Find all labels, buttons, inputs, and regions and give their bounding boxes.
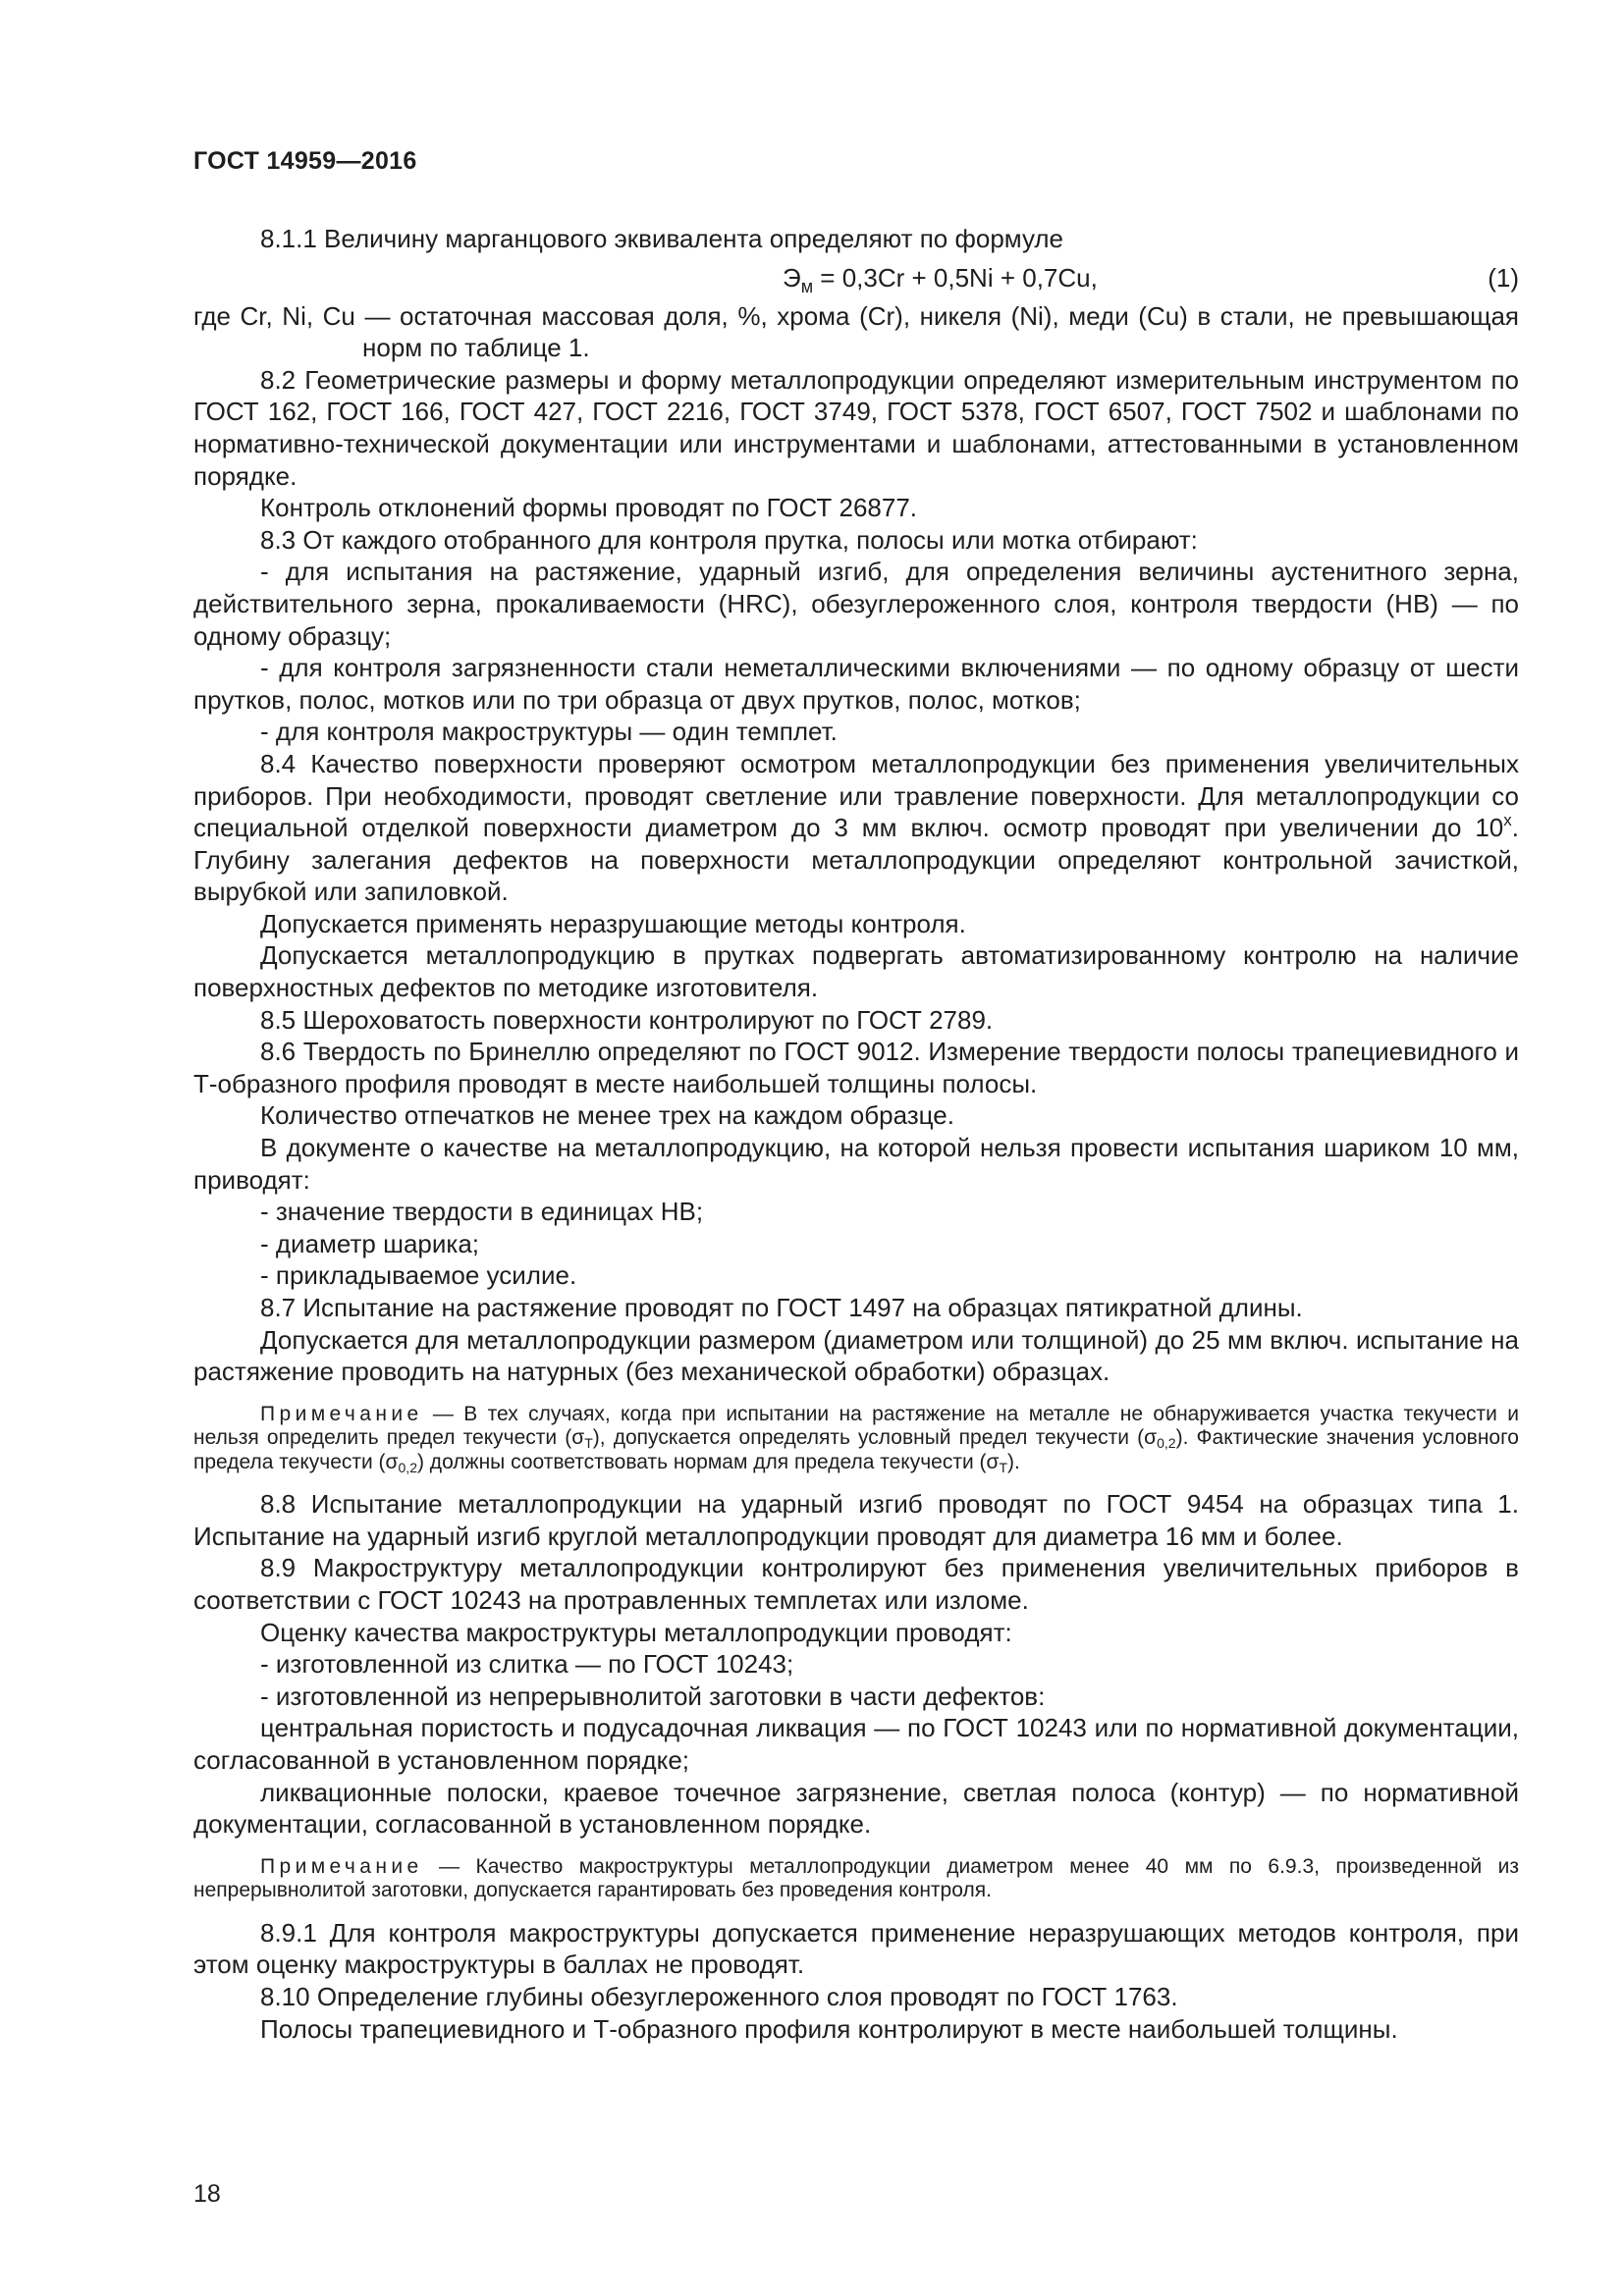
list-item-applied-force: - прикладываемое усилие. <box>260 1260 577 1291</box>
formula-lhs-subscript: м <box>800 276 814 296</box>
paragraph-8-10: 8.10 Определение глубины обезуглероженного слоя проводят по ГОСТ 1763. <box>260 1982 1178 2011</box>
paragraph-trapezoid-profile: Полосы трапециевидного и Т-образного профиля контролируют в месте наибольшей толщины. <box>260 2013 1398 2044</box>
formula-rhs: = 0,3Cr + 0,5Ni + 0,7Cu, <box>813 262 1098 293</box>
paragraph-macro-assessment: Оценку качества макроструктуры металлопродукции проводят: <box>260 1617 1012 1647</box>
document-body <box>193 223 1519 2045</box>
formula-lhs: Э <box>783 262 801 293</box>
paragraph-8-8: 8.8 Испытание металлопродукции на ударный изгиб проводят по ГОСТ 9454 на образцах типа 1. Испытание на ударный изгиб круглой металлопродукции проводят для диаметра 16 мм и более. <box>193 1489 1519 1551</box>
list-item-ball-diameter: - диаметр шарика; <box>260 1228 480 1258</box>
paragraph-segregation-strips: ликвационные полоски, краевое точечное загрязнение, светлая полоса (контур) — по нормативной документации, согласованной в установленном порядке. <box>193 1777 1519 1840</box>
paragraph-ndt-allowed: Допускается применять неразрушающие методы контроля. <box>260 908 966 938</box>
paragraph-8-7: 8.7 Испытание на растяжение проводят по ГОСТ 1497 на образцах пятикратной длины. <box>260 1293 1303 1322</box>
document-header: ГОСТ 14959—2016 <box>193 147 417 175</box>
paragraph-8-4 <box>193 748 1519 908</box>
formula-number: (1) <box>1488 262 1519 293</box>
list-item-ingot: - изготовленной из слитка — по ГОСТ 10243; <box>260 1649 794 1680</box>
paragraph-8-4-part-b: . Глубину залегания дефектов на поверхности металлопродукции определяют контрольной зачисткой, вырубкой или запиловкой. <box>193 813 1519 907</box>
paragraph-8-1-1: 8.1.1 Величину марганцового эквивалента определяют по формуле <box>260 224 1064 253</box>
paragraph-8-4-part-a: 8.4 Качество поверхности проверяют осмотром металлопродукции без применения увеличительных приборов. При необходимости, проводят светление или травление поверхности. Для металлопродукции со специальной отделкой поверхности диаметром до 3 мм включ. осмотр проводят при увеличении до 10 <box>193 748 1519 843</box>
note-label: Примечание <box>260 1854 423 1878</box>
list-item-continuous-cast: - изготовленной из непрерывнолитой заготовки в части дефектов: <box>260 1681 1046 1711</box>
paragraph-indent-count: Количество отпечатков не менее трех на каждом образце. <box>260 1100 954 1131</box>
formula-expression <box>783 262 1098 294</box>
paragraph-full-size-specimens: Допускается для металлопродукции размером (диаметром или толщиной) до 25 мм включ. испытание на растяжение проводить на натурных (без механической обработки) образцах. <box>193 1324 1519 1387</box>
paragraph-8-9: 8.9 Макроструктуру металлопродукции контролируют без применения увеличительных приборов в соответствии с ГОСТ 10243 на протравленных темплетах или изломе. <box>193 1553 1519 1616</box>
paragraph-quality-document: В документе о качестве на металлопродукцию, на которой нельзя провести испытания шариком 10 мм, приводят: <box>193 1133 1519 1195</box>
paragraph-8-2: 8.2 Геометрические размеры и форму металлопродукции определяют измерительным инструментом по ГОСТ 162, ГОСТ 166, ГОСТ 427, ГОСТ 2216, ГОСТ 3749, ГОСТ 5378, ГОСТ 6507, ГОСТ 7502 и шаблонами по нормативно-технической документации или инструментами и шаблонами, аттестованными в установленном порядке. <box>193 364 1519 491</box>
list-item-hardness-value: - значение твердости в единицах НВ; <box>260 1197 704 1227</box>
note-macrostructure: Примечание — Качество макроструктуры металлопродукции диаметром менее 40 мм по 6.9.3, произведенной из непрерывнолитой заготовки, допускается гарантировать без проведения контроля. <box>193 1854 1519 1902</box>
formula-1 <box>193 255 1519 300</box>
list-item-tensile: - для испытания на растяжение, ударный изгиб, для определения величины аустенитного зерна, действительного зерна, прокаливаемости (HRC), обезуглероженного слоя, контроля твердости (НВ) — по одному образцу; <box>193 557 1519 651</box>
list-item-inclusions: - для контроля загрязненности стали неметаллическими включениями — по одному образцу от шести прутков, полос, мотков или по три образца от двух прутков, полос, мотков; <box>193 653 1519 715</box>
paragraph-automated-control: Допускается металлопродукцию в прутках подвергать автоматизированному контролю на наличие поверхностных дефектов по методике изготовителя. <box>193 940 1519 1003</box>
paragraph-form-control: Контроль отклонений формы проводят по ГОСТ 26877. <box>260 493 918 523</box>
paragraph-8-9-1: 8.9.1 Для контроля макроструктуры допускается применение неразрушающих методов контроля, при этом оценку макроструктуры в баллах не проводят. <box>193 1917 1519 1980</box>
note-label: Примечание <box>260 1402 423 1425</box>
paragraph-central-porosity: центральная пористость и подусадочная ликвация — по ГОСТ 10243 или по нормативной документации, согласованной в установленном порядке; <box>193 1713 1519 1776</box>
page-number: 18 <box>193 2180 221 2208</box>
magnification-superscript: х <box>1503 811 1512 830</box>
paragraph-8-5: 8.5 Шероховатость поверхности контролируют по ГОСТ 2789. <box>260 1004 994 1035</box>
note-yield-strength: Примечание — В тех случаях, когда при испытании на растяжение на металле не обнаруживается участка текучести и нельзя определить предел текучести $(\sigma_Т)$, допускается определять условный предел текучести $(\sigma_{0,2})$. Фактические значения условного предела текучести $(\sigma_{0,2})$ должны соответствовать нормам для предела текучести $(\sigma_Т)$. <box>193 1402 1519 1475</box>
formula-explanation: где Cr, Ni, Cu — остаточная массовая доля, %, хрома (Cr), никеля (Ni), меди (Cu) в стали, не превышающая норм по таблице 1. <box>193 300 1519 363</box>
list-item-macrostructure: - для контроля макроструктуры — один темплет. <box>260 717 838 747</box>
paragraph-8-6: 8.6 Твердость по Бринеллю определяют по ГОСТ 9012. Измерение твердости полосы трапециевидного и Т-образного профиля проводят в месте наибольшей толщины полосы. <box>193 1037 1519 1098</box>
paragraph-8-3: 8.3 От каждого отобранного для контроля прутка, полосы или мотка отбирают: <box>260 524 1198 555</box>
